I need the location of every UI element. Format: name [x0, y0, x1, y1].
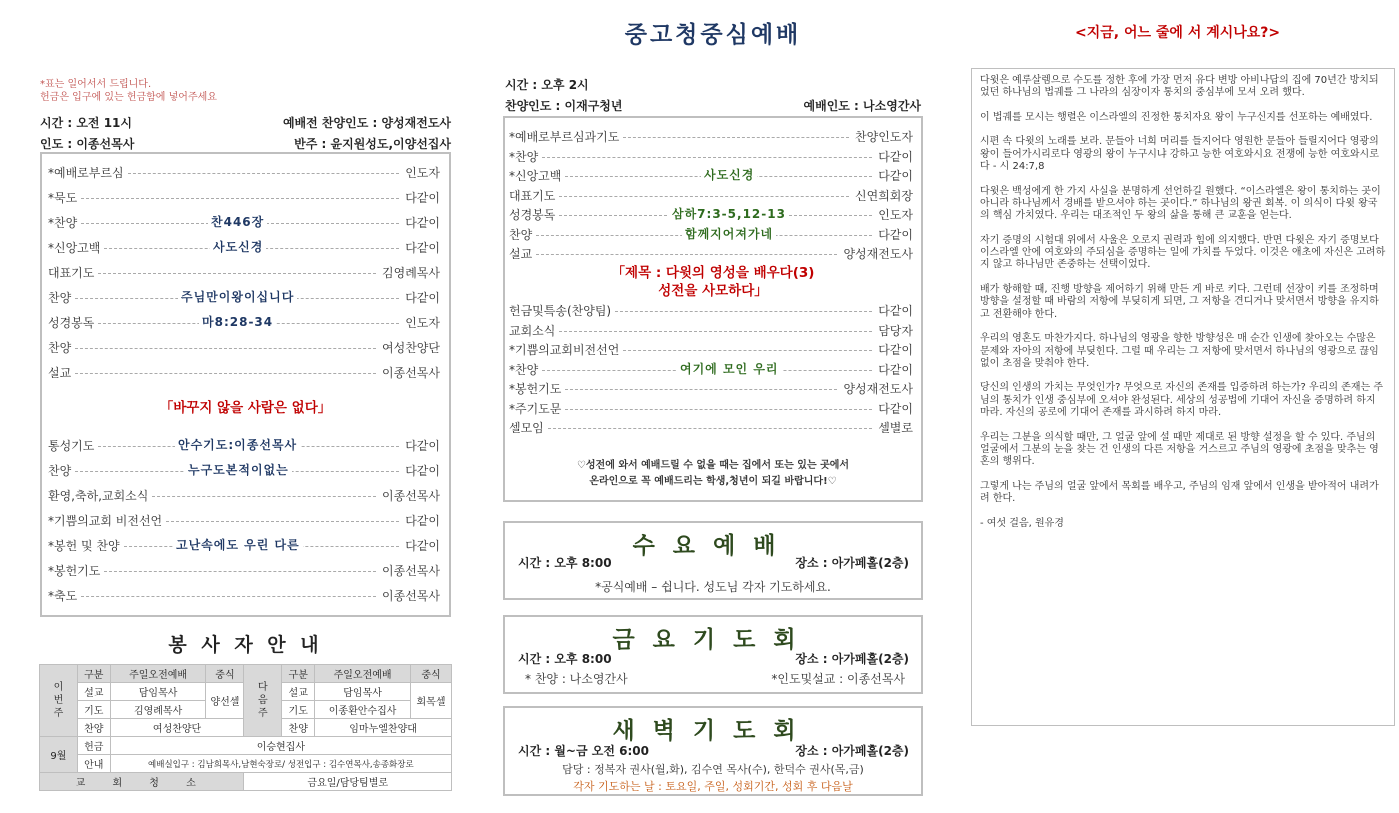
vol-role: 찬양	[282, 719, 315, 737]
order-item	[48, 189, 440, 207]
vol-name: 담임목사	[315, 683, 411, 701]
essay-paragraph: 이 법궤를 모시는 행렬은 이스라엘의 진정한 통치자요 왕이 누구신지를 선포하는 예배였다.	[980, 111, 1373, 123]
next-week-label	[244, 665, 282, 737]
essay-body	[980, 75, 1386, 530]
order-item-label: *봉헌기도	[509, 382, 562, 396]
order-item-label: *봉헌기도	[48, 564, 101, 578]
leader-dots	[565, 389, 837, 390]
this-week-lunch: 양선셀	[206, 683, 244, 719]
order-item-person: 담당자	[878, 323, 913, 338]
order-item	[48, 289, 440, 307]
order-item-person: 다같이	[405, 191, 440, 205]
this-week-label	[40, 665, 78, 737]
order-item-person: 양성재전도사	[843, 382, 913, 396]
sunday-accompanist: 반주 : 윤지원성도,이양선집사	[294, 137, 451, 151]
order-item	[509, 322, 913, 340]
order-item-detail: 주님만이왕이십니다	[178, 288, 297, 305]
vol-name: 여성찬양단	[110, 719, 244, 737]
order-item	[509, 341, 913, 359]
order-item	[48, 239, 440, 257]
order-item	[48, 364, 440, 382]
essay-paragraph: 우리는 그분을 의식할 때만, 그 얼굴 앞에 설 때만 제대로 된 방향 설정을 할 수 있다. 주님의 얼굴에서 그분의 눈을 찾는 건 인생의 다른 저항을 거스르고 주님의 영광에 초점을 맞추는 영혼의 행위다.	[980, 431, 1379, 468]
leader-dots	[75, 348, 376, 349]
youth-sermon-line1: 「제목 : 다윗의 영성을 배우다(3)	[611, 265, 815, 281]
essay-paragraph: 다윗은 예루살렘으로 수도를 정한 후에 가장 먼저 유다 변방 아비나답의 집에 70년간 방치되었던 하나님의 법궤를 그 나라의 심장이자 통치의 중심부에 모셔 오려 했다.	[980, 75, 1379, 99]
order-item-label: 찬양	[48, 291, 72, 305]
order-item-label: *예배로부르심과기도	[509, 130, 620, 144]
sunday-praise-leader: 예배전 찬양인도 : 양성재전도사	[282, 116, 451, 130]
wednesday-place: 장소 : 아가페홀(2층)	[795, 556, 909, 570]
leader-dots	[166, 521, 399, 522]
vertical-label: 이 번 주	[53, 682, 64, 719]
vol-role: 기도	[282, 701, 315, 719]
order-item-label: 설교	[48, 366, 72, 380]
leader-dots	[615, 311, 872, 312]
col-lunch: 중식	[206, 665, 244, 683]
order-item-label: 찬양	[509, 227, 533, 242]
order-item-person: 이종선목사	[382, 366, 440, 380]
vol-name: 이종환안수집사	[315, 701, 411, 719]
order-item-label: 통성기도	[48, 439, 95, 453]
order-item	[509, 400, 913, 418]
order-item	[48, 339, 440, 357]
leader-dots	[81, 596, 376, 597]
order-item-label: *찬양	[509, 149, 539, 164]
friday-box	[503, 615, 923, 694]
leader-dots	[536, 254, 837, 255]
order-item-person: 다같이	[405, 291, 440, 305]
order-item-detail: 찬446장	[208, 213, 267, 230]
youth-sermon-line2: 성전을 사모하다」	[658, 283, 768, 299]
order-item-label: *주기도문	[509, 401, 562, 416]
order-item-person: 다같이	[405, 514, 440, 528]
order-item-person: 다같이	[878, 304, 913, 318]
order-item	[48, 587, 440, 605]
order-item-detail: 여기에 모인 우리	[677, 360, 782, 377]
order-item	[509, 148, 913, 166]
essay-paragraph: 우리의 영혼도 마찬가지다. 하나님의 영광을 향한 방향성은 매 순간 인생에 찾아오는 수많은 문제와 자아의 저항에 부딪힌다. 그럴 때 우리는 그 저항에 맞서면서 하나님의 영광으로 끊임없이 초점을 맞춰야 한다.	[980, 333, 1379, 369]
friday-praise: * 찬양 : 나소영간사	[525, 672, 628, 686]
order-item-label: *신앙고백	[48, 241, 101, 255]
vol-role: 찬양	[77, 719, 110, 737]
essay-paragraph: 당신의 인생의 가치는 무엇인가? 무엇으로 자신의 존재를 입증하려 하는가? 우리의 존재는 주님의 통치가 인생 중심부에 오셔야 완성된다. 세상의 성공법에 기대어 자신을 증명하려 하지 마라. 자신의 공로에 기대어 존재를 과시하려 하지 마라.	[980, 382, 1384, 419]
order-item-person: 인도자	[878, 208, 913, 222]
order-item	[48, 214, 440, 232]
leader-dots	[152, 496, 376, 497]
order-item	[509, 167, 913, 185]
volunteer-table	[39, 664, 452, 791]
essay-paragraph: - 여섯 걸음, 원유경	[980, 517, 1064, 529]
order-item-label: 환영,축하,교회소식	[48, 489, 149, 503]
order-item	[509, 226, 913, 244]
leader-dots	[542, 157, 872, 158]
order-item-person: 이종선목사	[382, 564, 440, 578]
order-item	[48, 314, 440, 332]
leader-dots	[559, 331, 872, 332]
month-label: 9월	[40, 737, 78, 773]
vol-name: 임마누엘찬양대	[315, 719, 452, 737]
offering-label: 헌금	[77, 737, 110, 755]
dawn-title: 새벽기도회	[612, 718, 814, 744]
order-item-person: 다같이	[405, 464, 440, 478]
vol-role: 설교	[77, 683, 110, 701]
youth-time: 시간 : 오후 2시	[505, 78, 589, 92]
sunday-sermon-title: 「바꾸지 않을 사람은 없다」	[159, 400, 332, 416]
essay-title: <지금, 어느 줄에 서 계시나요?>	[1075, 25, 1281, 41]
dawn-place: 장소 : 아가페홀(2층)	[795, 744, 909, 758]
sunday-note	[40, 78, 217, 104]
order-item-person: 여성찬양단	[382, 341, 440, 355]
order-item-person: 다같이	[878, 149, 913, 164]
order-item-label: 성경봉독	[509, 208, 556, 222]
leader-dots	[548, 428, 872, 429]
order-item-label: 대표기도	[48, 266, 95, 280]
sunday-order-box	[40, 152, 451, 617]
order-item-detail: 삼하7:3-5,12-13	[669, 205, 789, 222]
cleaning-value: 금요일/담당팀별로	[244, 773, 452, 791]
order-item-label: *신앙고백	[509, 169, 562, 183]
order-item-detail: 안수기도:이종선목사	[175, 436, 300, 453]
order-item-person: 찬양인도자	[855, 130, 913, 144]
order-item	[509, 380, 913, 398]
order-item-detail: 누구도본적이없는	[185, 461, 292, 478]
order-item-label: 셀모임	[509, 421, 544, 435]
vol-role: 기도	[77, 701, 110, 719]
leader-dots	[104, 571, 376, 572]
order-item-detail: 함께지어져가네	[682, 225, 776, 242]
order-item-label: *찬양	[48, 216, 78, 230]
col-sunday: 주일오전예배	[110, 665, 206, 683]
vertical-label: 다 음 주	[258, 682, 268, 719]
vol-name: 담임목사	[110, 683, 206, 701]
order-item-label: *봉헌 및 찬양	[48, 539, 120, 553]
dawn-charge: 담당 : 정복자 권사(월,화), 김수연 목사(수), 한덕수 권사(목,금)	[562, 763, 864, 776]
col-gubun: 구분	[77, 665, 110, 683]
guide-label: 안내	[77, 755, 110, 773]
leader-dots	[623, 137, 849, 138]
youth-closing-line1: ♡성전에 와서 예배드릴 수 없을 때는 집에서 또는 있는 곳에서	[576, 460, 850, 471]
next-week-lunch: 회목셀	[410, 683, 451, 719]
order-item-person: 다같이	[878, 343, 913, 357]
order-item	[48, 437, 440, 455]
order-item-label: *기쁨의교회비전선언	[509, 343, 620, 357]
leader-dots	[128, 173, 400, 174]
order-item-label: *예배로부르심	[48, 166, 124, 180]
order-item-label: *축도	[48, 589, 78, 603]
order-item-label: *묵도	[48, 191, 78, 205]
essay-paragraph: 배가 항해할 때, 진행 방향을 제어하기 위해 만든 게 바로 키다. 그런데 선장이 키를 조정하며 방향을 설정할 때 바람의 저항에 부딪히게 되면, 그 저항을 견디거나 맞서면서 방향을 유지하고 전환해야 한다.	[980, 284, 1379, 320]
sunday-time: 시간 : 오전 11시	[40, 116, 132, 130]
youth-closing-line2: 온라인으로 꼭 예배드리는 학생,청년이 되길 바랍니다!♡	[589, 476, 837, 487]
order-item-detail: 사도신경	[210, 238, 266, 255]
order-item	[48, 537, 440, 555]
order-item	[509, 419, 913, 437]
dawn-box	[503, 706, 923, 796]
order-item-person: 다같이	[405, 241, 440, 255]
order-item	[509, 245, 913, 263]
order-item	[48, 264, 440, 282]
order-item	[48, 164, 440, 182]
dawn-time: 시간 : 월~금 오전 6:00	[518, 744, 649, 758]
col-lunch-2: 중식	[410, 665, 451, 683]
order-item-person: 다같이	[405, 439, 440, 453]
order-item-person: 다같이	[405, 216, 440, 230]
essay-paragraph: 시편 속 다윗의 노래를 보라. 문들아 너희 머리를 들지어다 영원한 문들아 들릴지어다 영광의 왕이 들어가시리로다 영광의 왕이 누구시냐 강하고 능한 여호와시요 전쟁에 능한 여호와시로다 - 시 24:7,8	[980, 136, 1379, 173]
youth-title: 중고청중심예배	[624, 22, 802, 48]
leader-dots	[559, 196, 849, 197]
offering-note: 헌금은 입구에 있는 헌금함에 넣어주세요	[40, 92, 217, 103]
order-item-detail: 사도신경	[701, 166, 757, 183]
youth-sermon	[505, 264, 921, 300]
wednesday-time: 시간 : 오후 8:00	[518, 556, 612, 570]
order-item-person: 셀별로	[878, 421, 913, 435]
offering-value: 이승현집사	[110, 737, 451, 755]
order-item-label: 성경봉독	[48, 316, 95, 330]
friday-sermon: *인도및설교 : 이종선목사	[771, 672, 905, 686]
order-item-person: 다같이	[878, 401, 913, 416]
order-item	[48, 562, 440, 580]
order-item-detail: 고난속에도 우린 다른	[173, 536, 303, 553]
youth-closing	[505, 458, 921, 490]
order-item-person: 양성재전도사	[843, 247, 913, 261]
order-item-person: 이종선목사	[382, 489, 440, 503]
col-gubun-2: 구분	[282, 665, 315, 683]
standing-note: *표는 일어서서 드립니다.	[40, 79, 152, 90]
leader-dots	[98, 273, 376, 274]
order-item-person: 다같이	[405, 539, 440, 553]
leader-dots	[623, 350, 872, 351]
essay-paragraph: 그렇게 나는 주님의 얼굴 앞에서 목회를 배우고, 주님의 임재 앞에서 인생을 받아적어 내려가려 한다.	[980, 480, 1379, 505]
order-item-label: *기쁨의교회 비전선언	[48, 514, 163, 528]
friday-place: 장소 : 아가페홀(2층)	[795, 652, 909, 666]
vol-name: 김영례목사	[110, 701, 206, 719]
youth-worship-leader: 예배인도 : 나소영간사	[803, 99, 921, 113]
order-item-person: 인도자	[405, 166, 440, 180]
essay-box	[971, 68, 1395, 726]
wednesday-note: *공식예배 – 쉽니다. 성도님 각자 기도하세요.	[595, 580, 831, 594]
order-item-person: 이종선목사	[382, 589, 440, 603]
youth-praise-leader: 찬양인도 : 이재구청년	[505, 99, 623, 113]
order-item-label: 교회소식	[509, 323, 556, 338]
order-item-person: 다같이	[878, 169, 913, 183]
sunday-leader: 인도 : 이종선목사	[40, 137, 135, 151]
order-item	[509, 128, 913, 146]
order-item	[509, 187, 913, 205]
order-item	[509, 206, 913, 224]
order-item	[48, 512, 440, 530]
order-item-label: 설교	[509, 247, 533, 261]
guide-value: 예배실입구 : 김남희목사,남현숙장로/ 성전입구 : 김수연목사,송종화장로	[110, 755, 451, 773]
cleaning-label: 교 회 청 소	[40, 773, 244, 791]
order-item-label: 찬양	[48, 341, 72, 355]
friday-title: 금요기도회	[612, 627, 814, 653]
leader-dots	[75, 373, 376, 374]
essay-paragraph: 자기 증명의 시험대 위에서 사울은 오로지 권력과 힘에 의지했다. 반면 다윗은 자기 증명보다 이스라엘 안에 여호와의 주되심을 증명하는 일에 가치를 두었다. 이것은 애초에 자신은 고려하지 않고 하나님만 존중하는 선택이었다.	[980, 234, 1386, 271]
order-item-person: 김영례목사	[382, 266, 440, 280]
essay-paragraph: 다윗은 백성에게 한 가지 사실을 분명하게 선언하길 원했다. “이스라엘은 왕이 통치하는 곳이 아니라 하나님께서 경배를 받으셔야 하는 곳이다.” 하나님의 왕권 회복. 이 의식이 다윗 왕국의 핵심 가치였다. 우리는 대조적인 두 왕의 삶을 통해 큰 교훈을 얻는다.	[980, 185, 1381, 222]
wednesday-title: 수요예배	[632, 533, 794, 559]
youth-order-box	[503, 116, 923, 502]
order-item-person: 다같이	[878, 362, 913, 377]
order-item-label: 대표기도	[509, 188, 556, 203]
order-item	[509, 302, 913, 320]
vol-role: 설교	[282, 683, 315, 701]
volunteer-title: 봉 사 자 안 내	[168, 634, 323, 656]
order-item-person: 인도자	[405, 316, 440, 330]
order-item-label: *찬양	[509, 362, 539, 377]
leader-dots	[565, 409, 872, 410]
order-item-person: 신연희회장	[855, 188, 913, 203]
leader-dots	[81, 198, 399, 199]
order-item	[48, 487, 440, 505]
friday-time: 시간 : 오후 8:00	[518, 652, 612, 666]
order-item	[509, 361, 913, 379]
col-sunday-2: 주일오전예배	[315, 665, 411, 683]
order-item-person: 다같이	[878, 227, 913, 242]
order-item	[48, 462, 440, 480]
order-item-label: 찬양	[48, 464, 72, 478]
wednesday-box	[503, 521, 923, 600]
order-item-detail: 마8:28-34	[199, 313, 276, 330]
order-item-label: 헌금및특송(찬양팀)	[509, 304, 612, 318]
dawn-own-prayer: 각자 기도하는 날 : 토요일, 주일, 성회기간, 성회 후 다음날	[573, 780, 853, 793]
